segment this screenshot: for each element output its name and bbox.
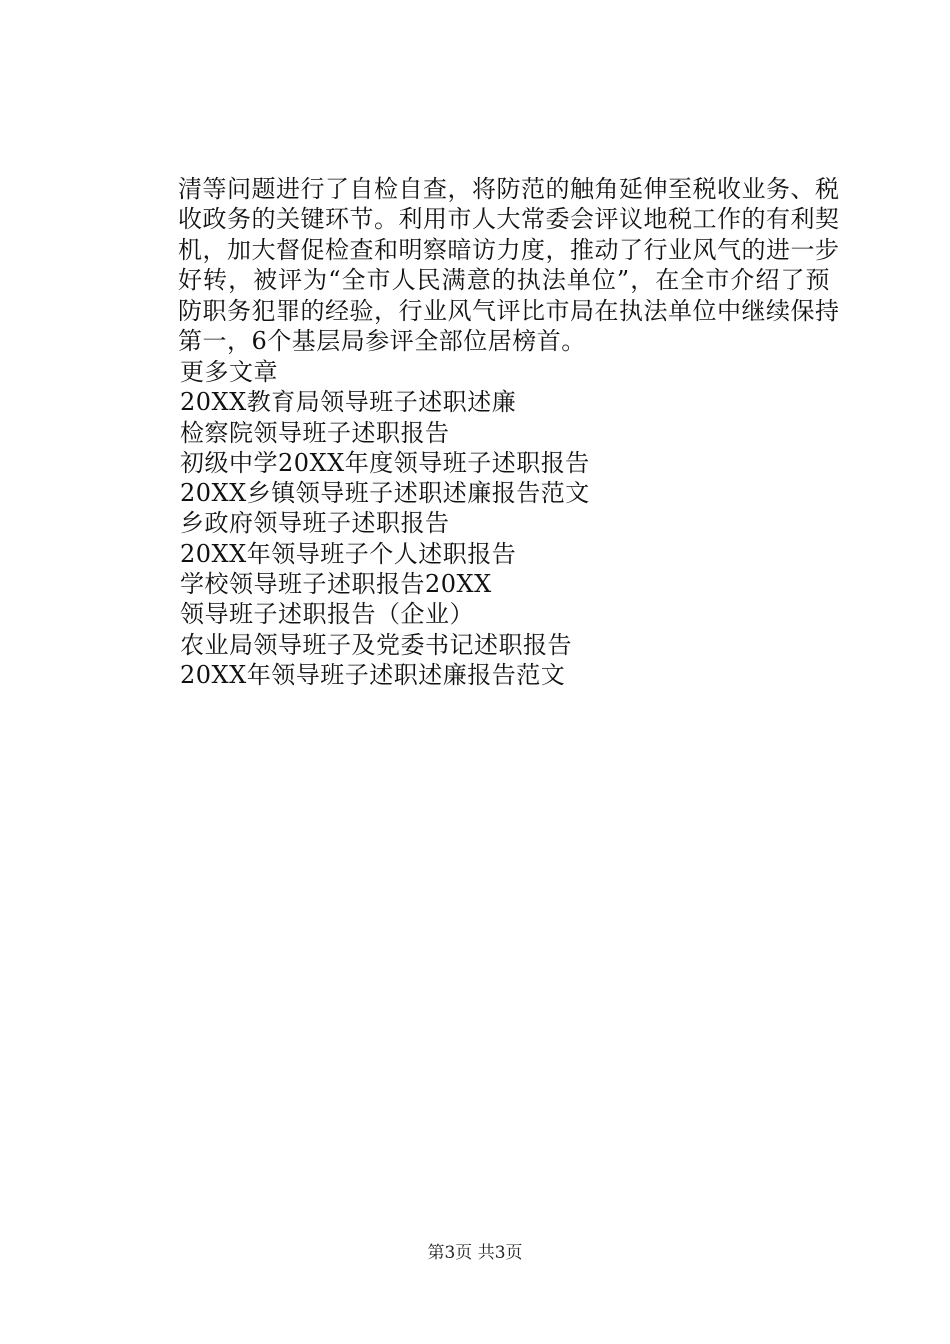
related-article-link[interactable]: 20XX教育局领导班子述职述廉	[180, 388, 517, 417]
page-footer	[0, 1242, 950, 1264]
article-line: 好转，被评为“全市人民满意的执法单位”，在全市介绍了预	[178, 266, 830, 295]
article-line: 第一，6个基层局参评全部位居榜首。	[178, 327, 586, 356]
article-line: 清等问题进行了自检自查，将防范的触角延伸至税收业务、税	[178, 175, 840, 203]
article-line: 防职务犯罪的经验，行业风气评比市局在执法单位中继续保持	[178, 296, 840, 325]
related-article-link[interactable]: 初级中学20XX年度领导班子述职报告	[180, 448, 590, 477]
related-article-link[interactable]: 农业局领导班子及党委书记述职报告	[180, 630, 572, 659]
related-article-link[interactable]: 20XX年领导班子述职述廉报告范文	[180, 660, 566, 689]
page-number: 第3页 共3页	[427, 1243, 523, 1263]
article-line: 机，加大督促检查和明察暗访力度，推动了行业风气的进一步	[178, 235, 840, 264]
related-article-link[interactable]: 学校领导班子述职报告20XX	[180, 570, 492, 599]
related-article-link[interactable]: 20XX乡镇领导班子述职述廉报告范文	[180, 479, 590, 508]
article-line: 收政务的关键环节。利用市人大常委会评议地税工作的有利契	[178, 205, 840, 234]
related-article-link[interactable]: 乡政府领导班子述职报告	[180, 509, 450, 538]
more-articles-title: 更多文章	[180, 358, 278, 386]
more-articles-list	[180, 357, 820, 690]
related-article-link[interactable]: 检察院领导班子述职报告	[180, 418, 450, 447]
related-article-link[interactable]: 20XX年领导班子个人述职报告	[180, 539, 517, 568]
article-body	[178, 174, 840, 356]
related-article-link[interactable]: 领导班子述职报告（企业）	[180, 600, 474, 629]
